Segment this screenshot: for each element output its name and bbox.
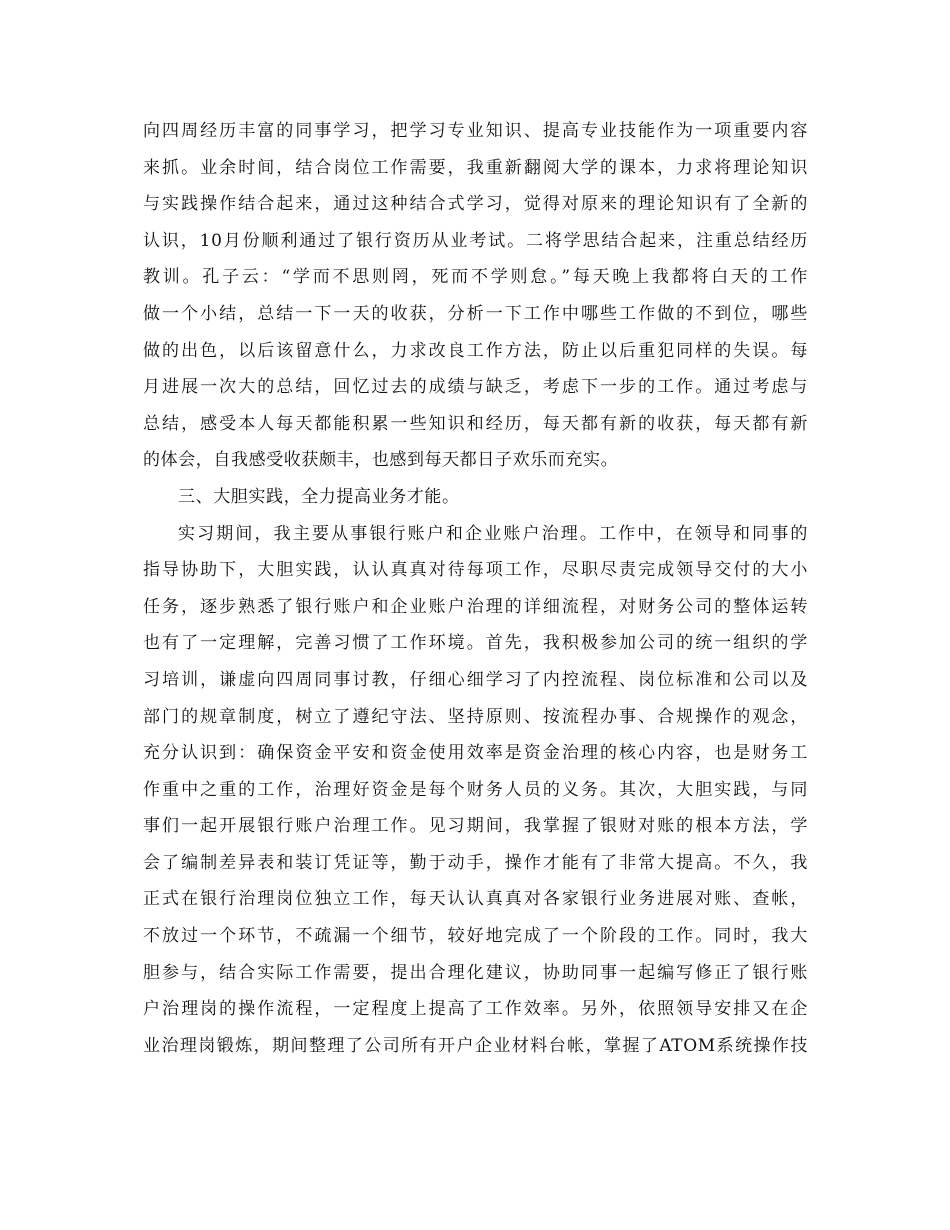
- paragraph-line: 指导协助下，大胆实践，认认真真对待每项工作，尽职尽责完成领导交付的大小: [143, 560, 808, 581]
- paragraph-line: 做的出色，以后该留意什么，力求改良工作方法，防止以后重犯同样的失误。每: [143, 340, 808, 361]
- paragraph-line: 不放过一个环节，不疏漏一个细节，较好地完成了一个阶段的工作。同时，我大: [143, 926, 808, 947]
- paragraph-line: 任务，逐步熟悉了银行账户和企业账户治理的详细流程，对财务公司的整体运转: [143, 596, 808, 617]
- paragraph-line: 也有了一定理解，完善习惯了工作环境。首先，我积极参加公司的统一组织的学: [143, 633, 808, 654]
- section-heading-3: [143, 479, 808, 516]
- paragraph-line: 总结，感受本人每天都能积累一些知识和经历，每天都有新的收获，每天都有新: [143, 413, 808, 434]
- paragraph-line: 事们一起开展银行账户治理工作。见习期间，我掌握了银财对账的根本方法，学: [143, 816, 808, 837]
- paragraph-1: [143, 113, 808, 479]
- paragraph-line: 作重中之重的工作，治理好资金是每个财务人员的义务。其次，大胆实践，与同: [143, 779, 808, 800]
- document-page: [143, 113, 808, 1064]
- section-heading-text: 三、大胆实践，全力提高业务才能。: [178, 486, 460, 507]
- paragraph-line: 充分认识到：确保资金平安和资金使用效率是资金治理的核心内容，也是财务工: [143, 743, 808, 764]
- paragraph-line: 的体会，自我感受收获颇丰，也感到每天都日子欢乐而充实。: [143, 450, 619, 471]
- paragraph-line: 业治理岗锻炼，期间整理了公司所有开户企业材料台帐，掌握了ATOM系统操作技: [143, 1035, 808, 1056]
- paragraph-line: 实习期间，我主要从事银行账户和企业账户治理。工作中，在领导和同事的: [178, 523, 808, 544]
- paragraph-line: 会了编制差异表和装订凭证等，勤于动手，操作才能有了非常大提高。不久，我: [143, 852, 808, 873]
- paragraph-line: 来抓。业余时间，结合岗位工作需要，我重新翻阅大学的课本，力求将理论知识: [143, 157, 808, 178]
- paragraph-line: 向四周经历丰富的同事学习，把学习专业知识、提高专业技能作为一项重要内容: [143, 121, 808, 141]
- paragraph-line: 部门的规章制度，树立了遵纪守法、坚持原则、按流程办事、合规操作的观念，: [143, 706, 808, 727]
- paragraph-line: 正式在银行治理岗位独立工作，每天认认真真对各家银行业务进展对账、查帐，: [143, 889, 808, 910]
- paragraph-line: 教训。孔子云：“学而不思则罔，死而不学则怠。”每天晚上我都将白天的工作: [143, 267, 808, 288]
- paragraph-line: 户治理岗的操作流程，一定程度上提高了工作效率。另外，依照领导安排又在企: [143, 999, 808, 1020]
- paragraph-line: 认识，10月份顺利通过了银行资历从业考试。二将学思结合起来，注重总结经历: [143, 230, 808, 251]
- paragraph-2: [143, 516, 808, 1065]
- paragraph-line: 与实践操作结合起来，通过这种结合式学习，觉得对原来的理论知识有了全新的: [143, 194, 808, 215]
- paragraph-line: 月进展一次大的总结，回忆过去的成绩与缺乏，考虑下一步的工作。通过考虑与: [143, 377, 808, 398]
- paragraph-line: 做一个小结，总结一下一天的收获，分析一下工作中哪些工作做的不到位，哪些: [143, 303, 808, 324]
- paragraph-line: 习培训，谦虚向四周同事讨教，仔细心细学习了内控流程、岗位标准和公司以及: [143, 669, 808, 690]
- paragraph-line: 胆参与，结合实际工作需要，提出合理化建议，协助同事一起编写修正了银行账: [143, 962, 808, 983]
